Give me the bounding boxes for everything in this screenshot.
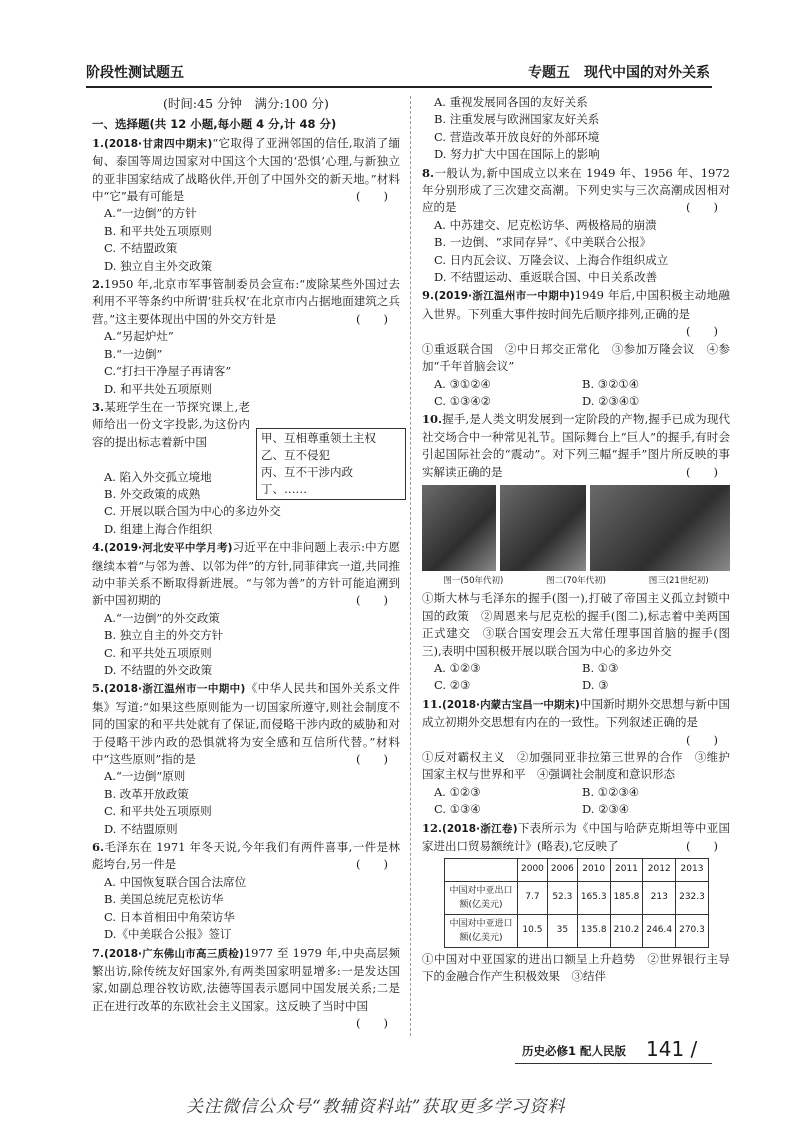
photo-stalin-mao	[422, 485, 496, 571]
q11-option-b[interactable]: B. ①②③④	[582, 784, 640, 799]
q8-option-c[interactable]: C. 日内瓦会议、万隆会议、上海合作组织成立	[434, 252, 669, 267]
q7-option-a[interactable]: A. 重视发展同各国的友好关系	[434, 95, 588, 109]
q10-number: 10.	[422, 412, 443, 427]
handwritten-note: 关注微信公众号“教辅资料站”获取更多学习资料	[186, 1097, 566, 1117]
q6-option-b[interactable]: B. 美国总统尼克松访华	[104, 892, 224, 907]
q8-option-a[interactable]: A. 中苏建交、尼克松访华、两极格局的崩溃	[434, 217, 657, 232]
q7-option-d[interactable]: D. 努力扩大中国在国际上的影响	[434, 147, 600, 162]
q10-stem: 握手,是人类文明发展到一定阶段的产物,握手已成为现代社交场合中一种常见礼节。国际舞台上“巨人”的握手,有时会引起国际社会的“震动”。对下列三幅“握手”图片所反映的事实解读正确的是	[422, 412, 730, 479]
table-cell: 165.3	[577, 881, 610, 914]
footer-book-title: 历史必修1 配人民版	[522, 1044, 627, 1058]
q9-option-d[interactable]: D. ②③④①	[582, 393, 640, 408]
table-year-header: 2010	[577, 859, 610, 881]
q8-number: 8.	[422, 165, 435, 180]
question-4	[92, 539, 400, 679]
table-cell: 35	[547, 914, 577, 947]
q4-option-c[interactable]: C. 和平共处五项原则	[104, 645, 212, 660]
q3-box-line-4: 丁、……	[261, 482, 307, 496]
q7-stem: 1977 至 1979 年,中央高层频繁出访,除传统友好国家外,有两类国家明显增多:一是发达国家,如副总理谷牧访欧,法德等国表示愿同中国发展关系;二是正在进行改革的东欧社会主义国家。这反映了当时中国	[92, 945, 401, 1013]
q7-option-b[interactable]: B. 注重发展与欧洲国家友好关系	[434, 112, 600, 127]
q9-source: (2019·浙江温州市一中期中)	[434, 290, 575, 303]
question-12	[422, 820, 730, 986]
q7-source: (2018·广东佛山市高三质检)	[104, 947, 244, 960]
q9-option-c[interactable]: C. ①③④②	[434, 393, 491, 408]
q2-answer-blank[interactable]: ( )	[356, 311, 388, 326]
table-cell: 210.2	[610, 914, 643, 947]
right-column	[422, 93, 730, 986]
q12-number: 12.	[422, 820, 443, 835]
table-cell: 10.5	[518, 914, 548, 947]
q3-box-line-2: 乙、互不侵犯	[261, 448, 330, 462]
table-row	[445, 914, 709, 947]
q4-answer-blank[interactable]: ( )	[356, 593, 388, 608]
left-column	[92, 93, 400, 1033]
q10-option-b[interactable]: B. ①③	[582, 660, 619, 675]
q4-stem: 习近平在中非问题上表示:中方愿继续本着“与邻为善、以邻为伴”的方针,同菲律宾一道,共同推动中菲关系不断取得新进展。“与邻为善”的方针可能追溯到新中国初期的	[92, 540, 400, 608]
q8-option-d[interactable]: D. 不结盟运动、重返联合国、中日关系改善	[434, 270, 658, 285]
table-cell: 135.8	[577, 914, 610, 947]
table-year-header: 2012	[643, 859, 676, 881]
q6-option-d[interactable]: D.《中美联合公报》签订	[104, 927, 232, 942]
q2-option-d[interactable]: D. 和平共处五项原则	[104, 381, 213, 396]
q8-option-b[interactable]: B. 一边倒、“求同存异”、《中美联合公报》	[434, 235, 652, 250]
q11-answer-blank[interactable]: ( )	[686, 732, 718, 747]
q1-option-b[interactable]: B. 和平共处五项原则	[104, 223, 212, 238]
question-8	[422, 165, 730, 287]
q7-number: 7.	[92, 945, 105, 960]
row-label-import: 中国对中亚进口额(亿美元)	[445, 914, 518, 947]
q3-option-d[interactable]: D. 组建上海合作组织	[104, 521, 213, 536]
q9-number: 9.	[422, 288, 435, 303]
q1-option-a[interactable]: A.“一边倒”的方针	[104, 206, 197, 221]
q9-answer-blank[interactable]: ( )	[686, 324, 718, 339]
q1-source: (2018·甘肃四中期末)	[104, 137, 213, 150]
header-right-title: 专题五 现代中国的对外关系	[528, 65, 710, 81]
q2-option-b[interactable]: B.“一边倒”	[104, 346, 163, 361]
table-cell: 52.3	[547, 881, 577, 914]
q10-option-a[interactable]: A. ①②③	[434, 660, 481, 675]
q1-answer-blank[interactable]: ( )	[356, 189, 388, 204]
table-cell: 270.3	[676, 914, 709, 947]
photo-caption-2: 图二(70年代初)	[546, 575, 606, 586]
q5-answer-blank[interactable]: ( )	[356, 752, 388, 767]
q5-option-d[interactable]: D. 不结盟原则	[104, 821, 178, 836]
q2-number: 2.	[92, 277, 105, 292]
photo-caption-3: 图三(21世纪初)	[648, 575, 709, 586]
footer-rule	[515, 1063, 712, 1064]
q4-option-a[interactable]: A.“一边倒”的外交政策	[104, 610, 220, 625]
q4-option-d[interactable]: D. 不结盟的外交政策	[104, 663, 213, 677]
trade-table	[444, 858, 709, 947]
q3-projection-box	[256, 428, 406, 500]
q11-option-c[interactable]: C. ①③④	[434, 802, 481, 817]
q2-option-c[interactable]: C.“打扫干净屋子再请客”	[104, 364, 232, 379]
q5-option-b[interactable]: B. 改革开放政策	[104, 786, 189, 801]
q6-answer-blank[interactable]: ( )	[356, 857, 388, 872]
q3-option-c[interactable]: C. 开展以联合国为中心的多边外交	[104, 504, 281, 519]
q5-stem: 《中华人民共和国外关系文件集》写道:“如果这些原则能为一切国家所遵守,则社会制度不同的国家的和平共处就有了保证,而侵略干涉内政的威胁和对于侵略干涉内政的恐惧就将为安全感和互信所代替。”材料中“这些原则”指的是	[92, 681, 401, 767]
q10-items: ①斯大林与毛泽东的握手(图一),打破了帝国主义孤立封锁中国的政策 ②周恩来与尼克松的握手(图二),标志着中美两国正式建交 ③联合国安理会五大常任理事国首脑的握手(图三),表明中国积极开展以联合国为中心的多边外交	[422, 591, 730, 658]
q11-items: ①反对霸权主义 ②加强同亚非拉第三世界的合作 ③维护国家主权与世界和平 ④强调社会制度和意识形态	[422, 750, 730, 782]
page-number-value: 141	[646, 1037, 685, 1061]
q4-source: (2019·河北安平中学月考)	[104, 542, 233, 555]
table-year-header: 2011	[610, 859, 643, 881]
q11-stem: 中国新时期外交思想与新中国成立初期外交思想有内在的一致性。下列叙述正确的是	[422, 696, 731, 730]
q7-option-c[interactable]: C. 营造改革开放良好的外部环境	[434, 129, 600, 144]
q10-answer-blank[interactable]: ( )	[686, 464, 718, 479]
q11-option-d[interactable]: D. ②③④	[582, 802, 630, 817]
question-11	[422, 696, 730, 819]
table-cell: 7.7	[518, 881, 548, 914]
header-rule	[86, 86, 712, 88]
question-7	[92, 945, 400, 1033]
question-5	[92, 680, 400, 838]
q2-option-a[interactable]: A.“另起炉灶”	[104, 329, 174, 344]
question-9	[422, 287, 730, 410]
table-year-header: 2006	[547, 859, 577, 881]
q5-source: (2018·浙江温州市一中期中)	[104, 683, 246, 696]
q4-number: 4.	[92, 540, 105, 555]
q12-items: ①中国对中亚国家的进出口额呈上升趋势 ②世界银行主导下的金融合作产生积极效果 ③结伴	[422, 951, 730, 984]
q3-box-line-1: 甲、互相尊重领土主权	[261, 431, 376, 445]
q3-stem: 某班学生在一节探究课上,老师给出一份文字投影,为这份内容的提出标志着新中国	[92, 399, 250, 449]
q9-option-b[interactable]: B. ③②①④	[582, 376, 640, 391]
q1-option-c[interactable]: C. 不结盟政策	[104, 241, 178, 256]
q3-box-line-3: 丙、互不干涉内政	[261, 465, 353, 479]
handshake-photos	[422, 485, 730, 571]
section-heading: 一、选择题(共 12 小题,每小题 4 分,计 48 分)	[92, 117, 337, 132]
q12-source: (2018·浙江卷)	[442, 822, 518, 835]
q10-option-d[interactable]: D. ③	[582, 678, 609, 693]
q6-option-c[interactable]: C. 日本首相田中角荣访华	[104, 909, 235, 924]
table-corner	[445, 859, 518, 881]
table-cell: 246.4	[643, 914, 676, 947]
q11-number: 11.	[422, 696, 443, 711]
table-cell: 213	[643, 881, 676, 914]
q6-stem: 毛泽东在 1971 年冬天说,今年我们有两件喜事,一件是林彪垮台,另一件是	[92, 840, 400, 872]
question-7-options	[422, 94, 730, 164]
question-10	[422, 411, 730, 694]
q6-option-a[interactable]: A. 中国恢复联合国合法席位	[104, 874, 247, 889]
q9-stem: 1949 年后,中国积极主动地融入世界。下列重大事件按时间先后顺序排列,正确的是	[422, 288, 730, 321]
q12-answer-blank[interactable]: ( )	[686, 839, 718, 854]
row-label-export: 中国对中亚出口额(亿美元)	[445, 881, 518, 914]
q10-option-c[interactable]: C. ②③	[434, 678, 471, 693]
q1-number: 1.	[92, 135, 105, 150]
page-slash: /	[690, 1037, 698, 1061]
table-cell: 185.8	[610, 881, 643, 914]
q9-items: ①重返联合国 ②中日邦交正常化 ③参加万隆会议 ④参加“千年首脑会议”	[422, 341, 730, 374]
time-line: (时间:45 分钟 满分:100 分)	[163, 96, 329, 111]
table-cell: 232.3	[676, 881, 709, 914]
q11-option-a[interactable]: A. ①②③	[434, 784, 481, 799]
q2-stem: 1950 年,北京市军事管制委员会宣布:“废除某些外国过去利用不平等条约中所谓‘驻兵权’在北京市内占据地面建筑之兵营。”这主要体现出中国的外交方针是	[92, 277, 400, 326]
q3-number: 3.	[92, 399, 105, 414]
q4-option-b[interactable]: B. 独立自主的外交方针	[104, 628, 224, 643]
q3-option-a[interactable]: A. 陷入外交孤立境地	[104, 469, 212, 484]
q6-number: 6.	[92, 840, 105, 855]
q5-number: 5.	[92, 681, 105, 696]
q1-stem: “它取得了亚洲邻国的信任,取消了缅甸、泰国等周边国家对中国这个大国的‘恐惧’心理,与新独立的亚非国家结成了战略伙伴,开创了中国外交的新天地。”材料中“它”最有可能是	[92, 135, 400, 204]
q11-source: (2018·内蒙古宝昌一中期末)	[442, 698, 580, 711]
question-1	[92, 135, 400, 275]
table-row	[445, 881, 709, 914]
photo-mao-nixon	[500, 485, 586, 571]
q5-option-c[interactable]: C. 和平共处五项原则	[104, 804, 212, 819]
question-6	[92, 839, 400, 943]
q9-option-a[interactable]: A. ③①②④	[434, 376, 491, 391]
table-year-header: 2013	[676, 859, 709, 881]
header-left-title: 阶段性测试题五	[86, 65, 184, 81]
q8-stem: 一般认为,新中国成立以来在 1949 年、1956 年、1972 年分别形成了三次建交高潮。下列史实与三次高潮成因相对应的是	[422, 165, 730, 215]
q12-stem: 下表所示为《中国与哈萨克斯坦等中亚国家进出口贸易额统计》(略表),它反映了	[422, 820, 731, 854]
column-divider	[410, 96, 411, 1036]
q3-option-b[interactable]: B. 外交政策的成熟	[104, 486, 201, 501]
q8-answer-blank[interactable]: ( )	[686, 200, 718, 215]
page-number	[646, 1037, 697, 1061]
q7-answer-blank[interactable]: ( )	[356, 1016, 388, 1031]
photo-caption-1: 图一(50年代初)	[443, 575, 504, 586]
table-year-header: 2000	[518, 859, 548, 881]
photo-five-leaders	[590, 485, 730, 571]
q1-option-d[interactable]: D. 独立自主外交政策	[104, 258, 213, 273]
question-2	[92, 276, 400, 398]
q5-option-a[interactable]: A.“一边倒”原则	[104, 769, 186, 784]
